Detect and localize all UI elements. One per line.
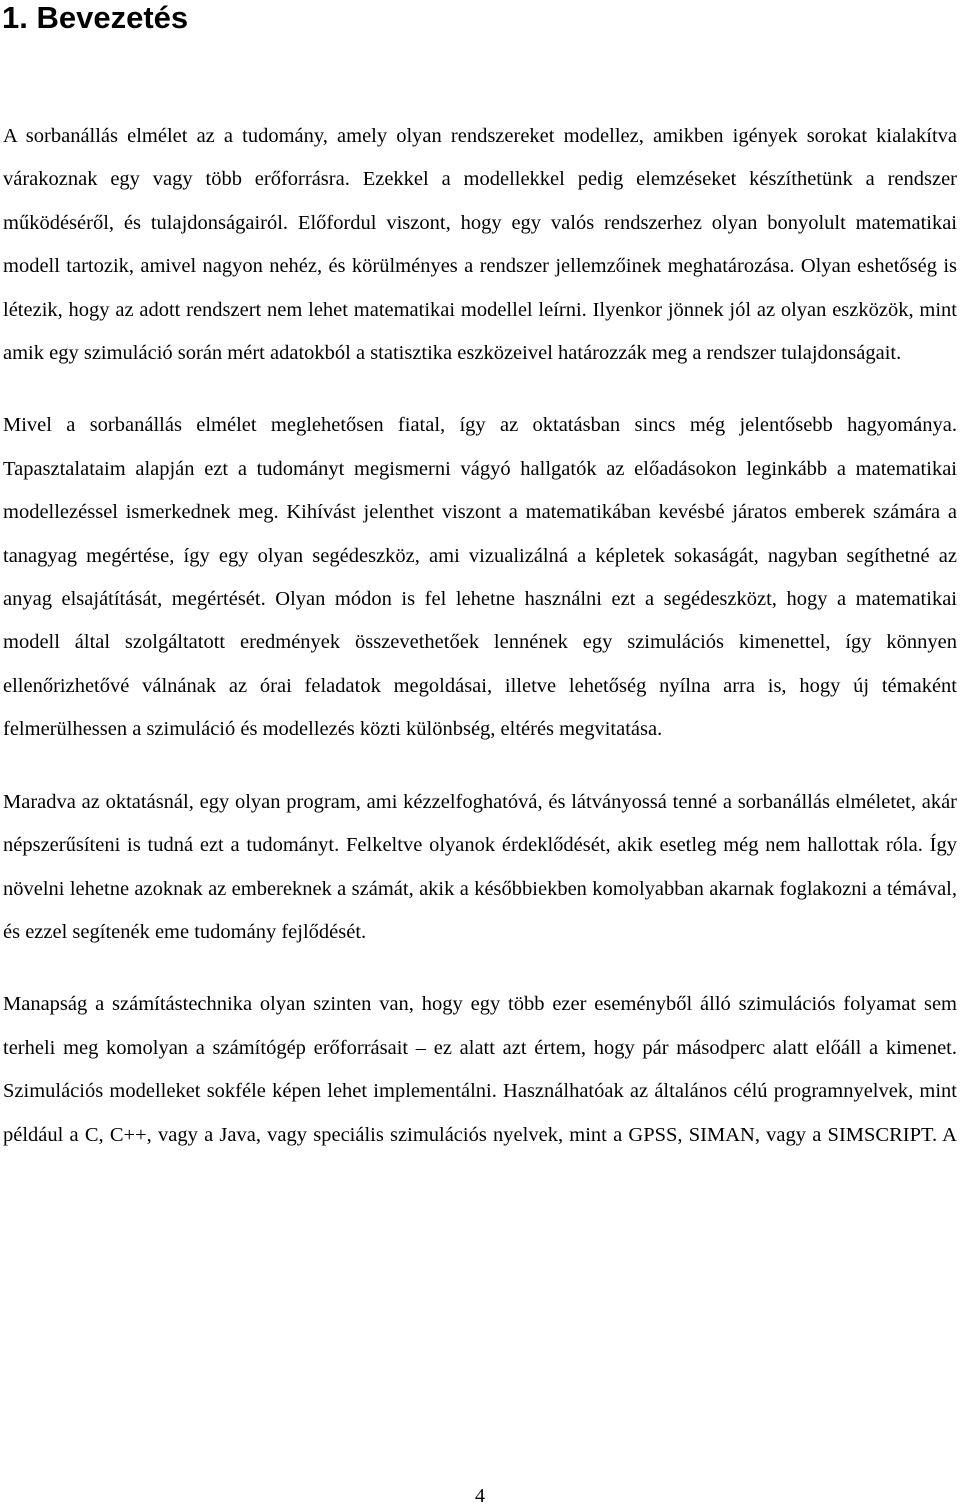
paragraph-education: Mivel a sorbanállás elmélet meglehetősen fiatal, így az oktatásban sincs még jelentősebb hagyománya. Tapasztalataim alapján ezt a tudományt megismerni vágyó hallgatók az előadásokon leginkább a matematikai modellezéssel ismerkednek meg. Kihívást jelenthet viszont a matematikában kevésbé járatos emberek számára a tanagyag megértése, így egy olyan segédeszköz, ami vizualizálná a képletek sokaságát, nagyban segíthetné az anyag elsajátítását, megértését. Olyan módon is fel lehetne használni ezt a segédeszközt, hogy a matematikai modell által szolgáltatott eredmények összevethetőek lennének egy szimulációs kimenettel, így könnyen ellenőrizhetővé válnának az órai feladatok megoldásai, illetve lehetőség nyílna arra is, hogy új témaként felmerülhessen a szimuláció és modellezés közti különbség, eltérés megvitatása. [3, 414, 957, 741]
paragraph-intro: A sorbanállás elmélet az a tudomány, amely olyan rendszereket modellez, amikben igények sorokat kialakítva várakoznak egy vagy több erőforrásra. Ezekkel a modellekkel pedig elemzéseket készíthetünk a rendszer működéséről, és tulajdonságairól. Előfordul viszont, hogy egy valós rendszerhez olyan bonyolult matematikai modell tartozik, amivel nagyon nehéz, és körülményes a rendszer jellemzőinek meghatározása. Olyan eshetőség is létezik, hogy az adott rendszert nem lehet matematikai modellel leírni. Ilyenkor jönnek jól az olyan eszközök, mint amik egy szimuláció során mért adatokból a statisztika eszközeivel határozzák meg a rendszer tulajdonságait. [3, 125, 957, 365]
paragraph-computing: Manapság a számítástechnika olyan szinten van, hogy egy több ezer eseményből álló szimulációs folyamat sem terheli meg komolyan a számítógép erőforrásait – ez alatt azt értem, hogy pár másodperc alatt előáll a kimenet. Szimulációs modelleket sokféle képen lehet implementálni. Használhatóak az általános célú programnyelvek, mint például a C, C++, vagy a Java, vagy speciális szimulációs nyelvek, mint a GPSS, SIMAN, vagy a SIMSCRIPT. A [3, 993, 957, 1146]
section-heading: 1. Bevezetés [2, 0, 189, 35]
page-number: 4 [475, 1485, 485, 1507]
body-text [3, 115, 957, 1186]
paragraph-popularization: Maradva az oktatásnál, egy olyan program, ami kézzelfoghatóvá, és látványossá tenné a sorbanállás elméletet, akár népszerűsíteni is tudná ezt a tudományt. Felkeltve olyanok érdeklődését, akik esetleg még nem hallottak róla. Így növelni lehetne azoknak az embereknek a számát, akik a későbbiekben komolyabban akarnak foglakozni a témával, és ezzel segítenék eme tudomány fejlődését. [3, 790, 957, 943]
